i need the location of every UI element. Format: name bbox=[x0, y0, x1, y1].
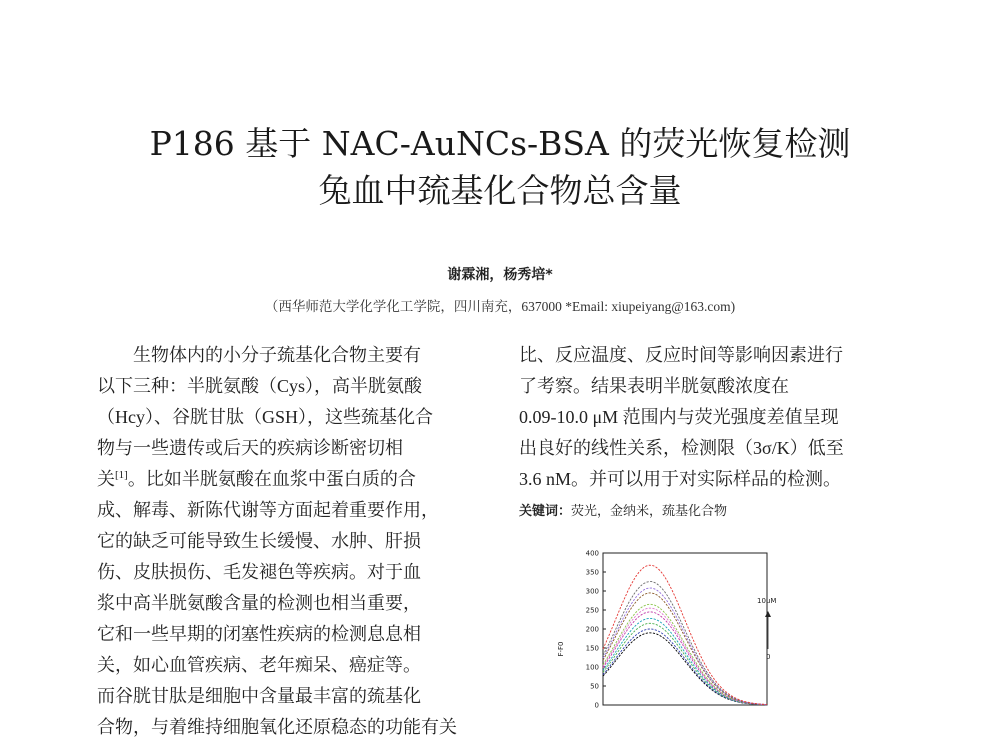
left-column bbox=[97, 340, 467, 743]
body-line: 以下三种：半胱氨酸（Cys），高半胱氨酸 bbox=[97, 376, 423, 396]
citation: [1] bbox=[115, 469, 128, 481]
chart-svg bbox=[541, 545, 811, 713]
keywords-text: 荧光，金纳米，巯基化合物 bbox=[571, 504, 728, 519]
y-tick-label: 250 bbox=[585, 606, 599, 615]
body-line: 了考察。结果表明半胱氨酸浓度在 bbox=[519, 376, 789, 396]
chart-series bbox=[603, 565, 767, 705]
body-line: 物与一些遗传或后天的疾病诊断密切相 bbox=[97, 438, 403, 458]
body-line bbox=[97, 464, 467, 495]
y-tick-label: 150 bbox=[585, 644, 599, 653]
body-text: 关 bbox=[97, 469, 115, 489]
paper-title-line-1: P186 基于 NAC-AuNCs-BSA 的荧光恢复检测 bbox=[149, 124, 851, 163]
body-line: 合物，与着维持细胞氧化还原稳态的功能有关 bbox=[97, 717, 457, 737]
y-tick-label: 0 bbox=[594, 701, 599, 710]
body-line: 而谷胱甘肽是细胞中含量最丰富的巯基化 bbox=[97, 686, 421, 706]
body-line: 浆中高半胱氨酸含量的检测也相当重要， bbox=[97, 593, 421, 613]
authors: 谢霖湘，杨秀培* bbox=[447, 267, 553, 283]
y-axis-label: F-F0 bbox=[557, 641, 565, 657]
series-line-s3 bbox=[603, 623, 767, 704]
body-text: 。比如半胱氨酸在血浆中蛋白质的合 bbox=[127, 469, 416, 489]
y-tick-label: 100 bbox=[585, 663, 599, 672]
right-column bbox=[519, 340, 891, 495]
series-line-s2 bbox=[603, 629, 767, 705]
arrow-head bbox=[765, 611, 771, 617]
plot-frame bbox=[603, 553, 767, 705]
fluorescence-chart bbox=[541, 545, 811, 713]
body-line: 3.6 nM。并可以用于对实际样品的检测。 bbox=[519, 469, 842, 489]
y-tick-label: 50 bbox=[590, 682, 599, 691]
increase-arrow bbox=[765, 611, 771, 649]
body-line: 比、反应温度、反应时间等影响因素进行 bbox=[519, 345, 843, 365]
body-line: 成、解毒、新陈代谢等方面起着重要作用， bbox=[97, 500, 439, 520]
keywords-label: 关键词： bbox=[519, 504, 572, 519]
affiliation: （西华师范大学化学化工学院，四川南充，637000 *Email: xiupeiyang@163.com) bbox=[264, 299, 736, 314]
body-line: （Hcy）、谷胱甘肽（GSH），这些巯基化合 bbox=[97, 407, 433, 427]
body-line: 关，如心血管疾病、老年痴呆、癌症等。 bbox=[97, 655, 421, 675]
body-line: 它和一些早期的闭塞性疾病的检测息息相 bbox=[97, 624, 421, 644]
body-line: 它的缺乏可能导致生长缓慢、水肿、肝损 bbox=[97, 531, 421, 551]
annotation-bottom: 0 bbox=[766, 653, 771, 661]
series-line-s7 bbox=[603, 604, 767, 704]
body-line: 出良好的线性关系，检测限（3σ/K）低至 bbox=[519, 438, 844, 458]
y-tick-label: 200 bbox=[585, 625, 599, 634]
annotation-top: 10uM bbox=[757, 597, 777, 605]
y-tick-label: 400 bbox=[585, 549, 599, 558]
body-line: 生物体内的小分子巯基化合物主要有 bbox=[133, 345, 421, 365]
y-tick-label: 350 bbox=[585, 568, 599, 577]
series-line-10uM bbox=[603, 565, 767, 704]
body-line: 伤、皮肤损伤、毛发褪色等疾病。对于血 bbox=[97, 562, 421, 582]
body-line: 0.09-10.0 μM 范围内与荧光强度差值呈现 bbox=[519, 407, 839, 427]
keywords bbox=[519, 500, 727, 519]
y-tick-label: 300 bbox=[585, 587, 599, 596]
paper-title-line-2: 兔血中巯基化合物总含量 bbox=[318, 171, 682, 210]
